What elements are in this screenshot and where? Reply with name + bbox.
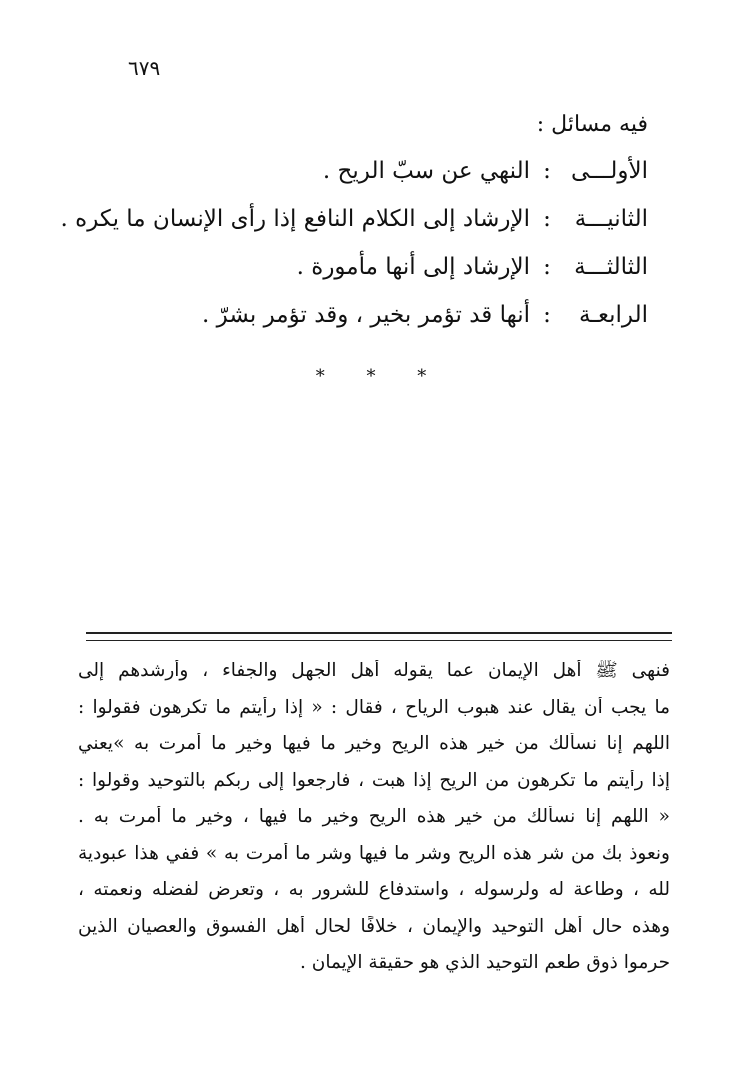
issues-list	[48, 158, 648, 350]
issue-colon: :	[543, 158, 551, 184]
issue-item	[48, 254, 648, 302]
issue-item	[48, 302, 648, 350]
issue-label: الأولـــى	[570, 158, 648, 184]
footnote-line: اللهم إنا نسألك من خير هذه الريح وخير ما فيها وخير ما أُمرت به »يعني	[78, 733, 670, 754]
footnote-commentary	[78, 660, 670, 989]
section-heading: فيه مسائل :	[536, 112, 648, 137]
footnote-line: ونعوذ بك من شر هذه الريح وشر ما فيها وشر ما أمرت به » ففي هذا عبودية	[78, 842, 670, 864]
footnote-line: فنهى ﷺ أهل الإيمان عما يقوله أهل الجهل والجفاء ، وأرشدهم إلى	[78, 660, 670, 681]
issue-text: الإرشاد إلى أنها مأمورة .	[296, 254, 530, 280]
footnote-line: إذا رأيتم ما تكرهون من الريح إذا هبت ، فارجعوا إلى ربكم بالتوحيد وقولوا :	[78, 769, 670, 791]
footnote-line: وهذه حال أهل التوحيد والإيمان ، خلافًا لحال أهل الفسوق والعصيان الذين	[78, 915, 670, 937]
issue-text: الإرشاد إلى الكلام النافع إذا رأى الإنسان ما يكره .	[60, 206, 530, 232]
page-number: ٦٧٩	[128, 56, 161, 80]
issue-label: الثالثـــة	[574, 254, 648, 280]
footnote-line: حرموا ذوق طعم التوحيد الذي هو حقيقة الإيمان .	[300, 952, 670, 973]
footnote-divider	[86, 632, 672, 641]
issue-label: الرابعـة	[578, 302, 648, 328]
issue-colon: :	[543, 206, 551, 232]
footnote-line: « اللهم إنا نسألك من خير هذه الريح وخير ما فيها ، وخير ما أمرت به .	[78, 806, 670, 827]
issue-colon: :	[543, 302, 551, 328]
issue-item	[48, 206, 648, 254]
section-separator: * * *	[315, 366, 445, 387]
footnote-line: لله ، وطاعة له ولرسوله ، واستدفاع للشرور به ، وتعرض لفضله ونعمته ،	[78, 879, 670, 900]
issue-text: أنها قد تؤمر بخير ، وقد تؤمر بشرّ .	[202, 302, 530, 328]
issue-colon: :	[543, 254, 551, 280]
issue-text: النهي عن سبّ الريح .	[322, 158, 530, 184]
issue-label: الثانيـــة	[574, 206, 648, 232]
issue-item	[48, 158, 648, 206]
footnote-line: ما يجب أن يقال عند هبوب الرياح ، فقال : « إذا رأيتم ما تكرهون فقولوا :	[78, 696, 670, 718]
